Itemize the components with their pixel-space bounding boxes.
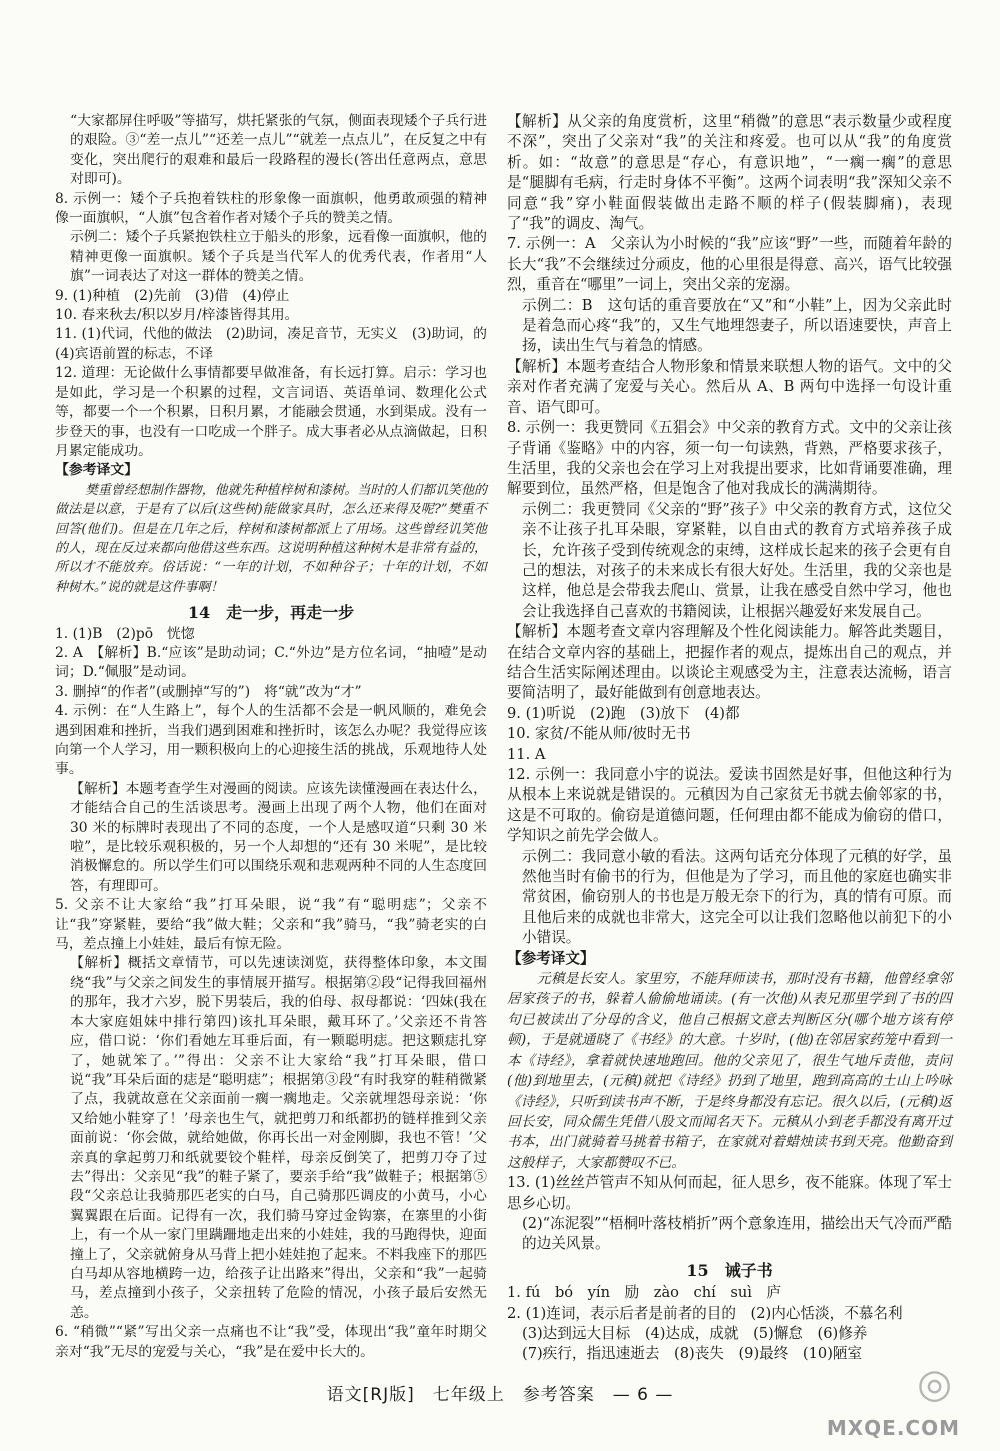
- answer-text: 13. (1)丝丝芦管声不知从何而起，征人思乡，夜不能寐。体现了军士思乡心切。: [507, 1174, 952, 1212]
- answer-item: [507, 1214, 952, 1255]
- answer-item: [507, 234, 952, 295]
- answer-text: 12. 道理：无论做什么事情都要早做准备，有长远打算。启示：学习也是如此，学习是一个积累的过程，文言词语、英语单词、数理化公式等，都要一个一个积累，日积月累，才能融会贯通，水到渠成。没有一步登天的事，也没有一口吃成一个胖子。成大事者必从点滴做起，日积月累定能成功。: [55, 365, 487, 459]
- answer-text: 9. (1)听说 (2)跑 (3)放下 (4)都: [507, 704, 740, 722]
- answer-item: [507, 622, 952, 704]
- answer-text: 示例二：B 这句话的重音要放在“又”和“小鞋”上，因为父亲此时是着急而心疼“我”的，又生气地埋怨妻子，所以语速要快，声音上扬，读出生气与着急的情感。: [522, 296, 952, 355]
- answer-text: 【解析】概括文章情节，可以先速读浏览，获得整体印象，本文围绕“我”与父亲之间发生的事情展开描写。根据第②段“记得我回福州的那年，我才六岁，脱下男装后，我的伯母、叔母都说：‘四妹(我在本大家庭姐妹中排行第四)该扎耳朵眼，戴耳环了。’父亲还不肯答应，借口说：‘你们看她左耳垂后面，有一颗聪明痣。把这颗痣扎穿了，她就笨了。’”得出：父亲不让大家给“我”打耳朵眼，借口说“我”耳朵后面的痣是“聪明痣”；根据第③段“有时我穿的鞋稍微紧了点，我就故意在父亲面前一瘸一瘸地走。父亲就埋怨母亲说：‘你又给她小鞋穿了！’母亲也生气，就把剪刀和纸都扔的链样推到父亲面前说：‘你会做，就给她做，你再长出一对金刚脚，我也不管！’父亲真的拿起剪刀和纸就要铰个鞋样，母亲反倒笑了，把剪刀夺了过去”得出：父亲见“我”的鞋子紧了，要亲手给“我”做鞋子；根据第⑤段“父亲总让我骑那匹老实的白马，自己骑那匹调皮的小黄马，小心翼翼跟在后面。记得有一次，我们骑马穿过金钩寨，在寨里的小街上，有一个从一家门里蹒跚地走出来的小娃娃，我的马跑得快，迎面撞上了，父亲就俯身从马背上把小娃娃抱了起来。不料我座下的那匹白马却从容地横跨一边，给孩子让出路来”得出，父亲和“我”一起骑马，差点撞到小孩子，父亲扭转了危险的情况，小孩子最后安然无恙。: [70, 955, 487, 1321]
- answer-text: 10. 春来秋去/积以岁月/梓漆皆得其用。: [55, 307, 299, 324]
- answer-item: [55, 287, 487, 306]
- answer-text: “大家都屏住呼吸”等描写，烘托紧张的气氛，侧面表现矮个子兵行进的艰险。③“差一点儿”“还差一点儿”“就差一点点儿”，在反复之中有变化，突出爬行的艰难和最后一段路程的漫长(答出任意两点，意思对即可)。: [70, 113, 487, 188]
- answer-text: 12. 示例一：我同意小宇的说法。爱读书固然是好事，但他这种行为从根本上来说就是错误的。元稹因为自己家贫无书就去偷邻家的书，这是不可取的。偷窃是道德问题，任何理由都不能成为偷窃的借口，学知识之前先学会做人。: [507, 766, 952, 845]
- left-column: [55, 112, 501, 1362]
- answer-text: 9. (1)种植 (2)先前 (3)借 (4)停止: [55, 287, 290, 304]
- answer-item: [507, 1324, 952, 1344]
- answer-item: [507, 847, 952, 949]
- answer-item: [55, 702, 487, 780]
- answer-text: 示例二：我更赞同《父亲的“野”孩子》中父亲的教育方式，这位父亲不让孩子扎耳朵眼，穿紧鞋，以自由式的教育方式培养孩子成长，允许孩子受到传统观念的束缚，这样成长起来的孩子会更有自己的想法，对孩子的未来成长有很大好处。生活里，我的父亲也是这样，他总是会带我去爬山、赏景，让我在感受自然中学习，他也会让我选择自己喜欢的书籍阅读，让根据兴趣爱好来发展自己。: [522, 500, 952, 620]
- watermark-icon: ◎: [917, 1360, 952, 1407]
- answer-item: [507, 112, 952, 234]
- answer-text: 【解析】本题考查学生对漫画的阅读。应该先读懂漫画在表达什么，才能结合自己的生活谈思考。漫画上出现了两个人物，他们在面对 30 米的标牌时表现出了不同的态度，一个人是感叹道“只剩 30 米啦”，是比较乐观积极的，另一个人却想的“还有 30 米呢”，是比较消极懈怠的。所以学生们可以围绕乐观和悲观两种不同的人生态度回答，有理即可。: [70, 780, 487, 894]
- answer-text: 4. 示例：在“人生路上”，每个人的生活都不会是一帆风顺的，难免会遇到困难和挫折，当我们遇到困难和挫折时，该怎么办呢？我觉得应该向第一个人学习，用一颗积极向上的心迎接生活的挑战，乐观地待人处事。: [55, 703, 487, 778]
- answer-text: 11. A: [507, 745, 546, 763]
- answer-item: [507, 418, 952, 500]
- answer-text: 示例二：矮个子兵紧抱铁柱立于船头的形象，远看像一面旗帜，他的精神更像一面旗帜。矮个子兵是当代军人的优秀代表，作者用“人旗”一词表达了对这一群体的赞美之情。: [70, 229, 487, 285]
- translation-text: 元稹是长安人。家里穷，不能拜师读书，那时没有书籍，他曾经拿邻居家孩子的书，躲着人偷偷地诵读。(有一次他)从表兄那里学到了书的四句已被读出了分母的含义，他自己根据文意去判断区分(哪个地方该有停顿)，于是就通晓了《书经》的大意。十岁时，(他)在邻居家药笼中看到一本《诗经》，拿着就快速地跑回。他的父亲见了，很生气地斥责他，责问(他)到地里去，(元稹)就把《诗经》扔到了地里，跑到高高的土山上吟咏《诗经》，只听到读书声不断，于是终身都没有忘记。很久以后，(元稹)返回长安，同众儒生凭借八股文而闻名天下。元稹从小到老手都没有离开过书本，出门就骑着马挑着书箱子，在家就对着蜡烛读书到天亮。他勤奋到这般样子，大家都赞叹不已。: [507, 971, 952, 1171]
- answer-item: [507, 724, 952, 744]
- answer-text: 1. fú bó yín 励 zào chí suì 庐: [507, 1284, 782, 1302]
- answer-text: 5. 父亲不让大家给“我”打耳朵眼，说“我”有“聪明痣”；父亲不让“我”穿紧鞋，要给“我”做大鞋；父亲和“我”骑马，“我”骑老实的白马，差点撞上小娃娃，最后有惊无险。: [55, 897, 487, 953]
- answer-item: [507, 357, 952, 418]
- answer-text: 7. 示例一：A 父亲认为小时候的“我”应该“野”一些，而随着年龄的长大“我”不会继续过分顽皮，他的心里很是得意、高兴，语气比较强烈，重音在“哪里”一词上，突出父亲的宠溺。: [507, 235, 952, 294]
- right-column: [507, 112, 952, 1365]
- answer-text: 【解析】本题考查文章内容理解及个性化阅读能力。解答此类题目，在结合文章内容的基础上，把握作者的观点，提炼出自己的观点，并结合生活实际阐述理由。以谈论主观感受为主，注意表达流畅，语言要简洁明了，最好能做到有创意地表达。: [507, 623, 952, 702]
- answer-text: 10. 家贫/不能从师/彼时无书: [507, 725, 691, 743]
- answer-item: [507, 1304, 952, 1324]
- section-title: 14 走一步，再走一步: [187, 603, 355, 623]
- answer-item: [507, 1283, 952, 1303]
- answer-text: 【解析】从父亲的角度赏析，这里“稍微”的意思“表示数量少或程度不深”，突出了父亲对“我”的关注和疼爱。也可以从“我”的角度赏析。如：“故意”的意思是“存心，有意识地”，“一瘸一瘸”的意思是“腿脚有毛病，行走时身体不平衡”。这两个词表明“我”深知父亲不同意“我”穿小鞋面假装做出走路不顺的样子(假装脚痛)，表现了“我”的调皮、淘气。: [507, 113, 952, 233]
- answer-text: 【解析】本题考查结合人物形象和情景来联想人物的语气。文中的父亲对作者充满了宠爱与关心。然后从 A、B 两句中选择一句设计重音、语气即可。: [507, 357, 952, 416]
- answer-item: [507, 296, 952, 357]
- watermark-logo: [810, 1360, 960, 1440]
- answer-text: 11. (1)代词，代他的做法 (2)助词，凑足音节，无实义 (3)助词，的 (4)宾语前置的标志，不译: [55, 326, 501, 362]
- answer-item: [507, 500, 952, 622]
- answer-item: [55, 780, 487, 896]
- watermark-text: MXQE.COM: [826, 1416, 960, 1440]
- answer-text: 2. A 【解析】B.“应该”是助动词；C.“外边”是方位名词，“抽噎”是动词；D.“佩服”是动词。: [55, 644, 487, 681]
- answer-item: [55, 190, 487, 229]
- answer-text: 2. (1)连词，表示后者是前者的目的 (2)内心恬淡，不慕名利: [507, 1304, 903, 1322]
- answer-item: [507, 1173, 952, 1214]
- answer-item: [507, 765, 952, 847]
- answer-text: 1. (1)B (2)pō 恍惚: [55, 625, 195, 642]
- translation-heading: 【参考译文】: [55, 462, 139, 479]
- section-title: 15 诫子书: [686, 1260, 773, 1280]
- answer-text: 示例二：我同意小敏的看法。这两句话充分体现了元稹的好学，虽然他当时有偷书的行为，但他是为了学习，而且他的家庭也确实非常贫困，偷窃别人的书也是万般无奈下的行为，真的情有可原。而且他后来的成就也非常大，这完全可以让我们忽略他以前犯下的小小错误。: [522, 847, 952, 947]
- answer-text: 8. 示例一：矮个子兵抱着铁柱的形象像一面旗帜，他勇敢顽强的精神像一面旗帜，“人旗”包含着作者对矮个子兵的赞美之情。: [55, 190, 487, 227]
- translation-heading: 【参考译文】: [507, 949, 595, 967]
- answer-text: (3)达到远大目标 (4)达成，成就 (5)懈怠 (6)修养: [522, 1324, 868, 1342]
- page-footer: 语文[RJ版] 七年级上 参考答案 — 6 —: [326, 1385, 674, 1405]
- answer-text: 3. 删掉“的作者”(或删掉“写的”) 将“就”改为“才”: [55, 683, 362, 700]
- answer-item: [55, 112, 487, 190]
- answer-item: [55, 325, 501, 364]
- answer-item: [55, 1323, 487, 1362]
- answer-item: [55, 896, 487, 954]
- answer-item: [55, 683, 487, 702]
- answer-item: [55, 306, 487, 325]
- translation-text: 樊重曾经想制作器物，他就先种植梓树和漆树。当时的人们都讥笑他的做法是以意，于是有了以后(这些树)能做家具时，怎么还来得及呢?”樊重不回答(他们)。但是在几年之后，梓树和漆树都派上了用场。这些曾经讥笑他的人，现在反过来都向他借这些东西。这说明种植这种树木是非常有益的，所以才不能放弃。俗话说：“一年的计划，不如种谷子；十年的计划，不如种树木。”说的就是这件事啊！: [55, 482, 487, 595]
- answer-item: [55, 228, 487, 286]
- answer-item: [55, 644, 487, 683]
- answer-text: (7)疾行，指迅速逝去 (8)丧失 (9)最终 (10)陋室: [522, 1345, 863, 1363]
- answer-item: [507, 745, 952, 765]
- answer-item: [55, 954, 487, 1323]
- answer-item: [55, 364, 487, 461]
- answer-item: [55, 625, 487, 644]
- answer-text: (2)“冻泥裂”“梧桐叶落枝梢折”两个意象连用，描绘出天气冷而严酷的边关风景。: [522, 1214, 952, 1253]
- answer-item: [507, 704, 952, 724]
- answer-text: 6. “稍微”“紧”写出父亲一点痛也不让“我”受，体现出“我”童年时期父亲对“我”无尽的宠爱与关心，“我”是在爱中长大的。: [55, 1324, 487, 1360]
- answer-text: 8. 示例一：我更赞同《五猖会》中父亲的教育方式。文中的父亲让孩子背诵《鉴略》中的内容，须一句一句读熟，背熟，严格要求孩子，生活里，我的父亲也会在学习上对我提出要求，比如背诵要准确，理解要到位，虽然严格，但是饱含了他对我成长的满满期待。: [507, 419, 952, 498]
